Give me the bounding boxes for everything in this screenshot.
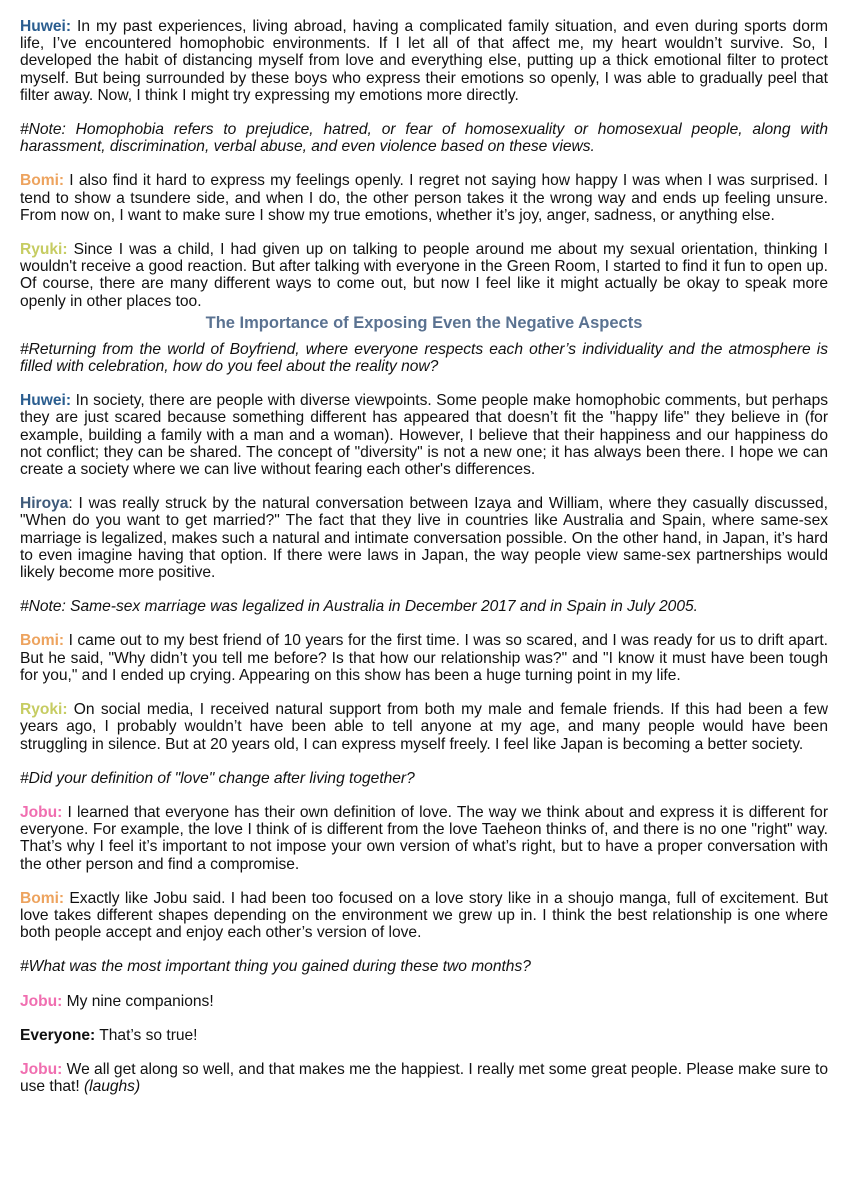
dialogue-text: Exactly like Jobu said. I had been too focused on a love story like in a shoujo manga, full of excitement. But love takes different shapes depending on the environment we grew up in. I think the best relationship is one where both people accept and enjoy each other’s version of love. bbox=[20, 889, 828, 942]
editor-note: #Did your definition of "love" change after living together? bbox=[20, 769, 415, 787]
dialogue-text: On social media, I received natural support from both my male and female friends. If this had been a few years ago, I probably wouldn’t have been able to tell anyone at my age, and many people would have been struggling in silence. But at 20 years old, I can express myself freely. I feel like Japan is becoming a better society. bbox=[20, 701, 828, 753]
dialogue-text: In my past experiences, living abroad, having a complicated family situation, and even during sports dorm life, I’ve encountered homophobic environments. If I let all of that affect me, my heart wouldn’t survive. So, I developed the habit of distancing myself from love and everything else, putting up a thick emotional filter to protect myself. But being surrounded by these boys who express their emotions so openly, I was able to gradually peel that filter away. Now, I think I might try expressing my emotions more directly. bbox=[20, 18, 828, 104]
dialogue-paragraph bbox=[20, 1061, 828, 1095]
speaker-name: Huwei: bbox=[20, 392, 71, 410]
speaker-name: Everyone: bbox=[20, 1026, 96, 1044]
dialogue-text: I learned that everyone has their own definition of love. The way we think about and express it is different for everyone. For example, the love I think of is different from the love Taeheon thinks of, and there is no one "right" way. That’s why I feel it’s important to not impose your own version of what’s right, but to have a proper conversation with the other person and find a compromise. bbox=[20, 803, 828, 873]
dialogue-paragraph bbox=[20, 993, 828, 1010]
dialogue-paragraph bbox=[20, 495, 828, 581]
dialogue-paragraph bbox=[20, 1027, 828, 1044]
speaker-name: Jobu: bbox=[20, 992, 63, 1010]
dialogue-paragraph bbox=[20, 18, 828, 104]
editor-note: #What was the most important thing you gained during these two months? bbox=[20, 958, 531, 976]
dialogue-paragraph bbox=[20, 241, 828, 310]
speaker-name: Bomi: bbox=[20, 632, 65, 650]
dialogue-paragraph bbox=[20, 632, 828, 684]
dialogue-text: I also find it hard to express my feelings openly. I regret not saying how happy I was when I was surprised. I tend to show a tsundere side, and when I do, the other person takes it the wrong way and ends up feeling unsure. From now on, I want to make sure I show my true emotions, whether it’s joy, anger, sadness, or anything else. bbox=[20, 172, 828, 224]
dialogue-text: That’s so true! bbox=[95, 1026, 198, 1044]
dialogue-paragraph bbox=[20, 172, 828, 224]
editor-note: #Note: Same-sex marriage was legalized in Australia in December 2017 and in Spain in July 2005. bbox=[20, 598, 698, 616]
speaker-name: Jobu: bbox=[20, 803, 63, 821]
speaker-name: Hiroya bbox=[20, 495, 69, 513]
dialogue-text: : I was really struck by the natural conversation between Izaya and William, where they casually discussed, "When do you want to get married?" The fact that they live in countries like Australia and Spain, where same-sex marriage is legalized, makes such a natural and intimate conversation possible. On the other hand, in Japan, it’s hard to even imagine having that option. If there were laws in Japan, the way people view same-sex partnerships would likely become more positive. bbox=[20, 495, 828, 582]
dialogue-paragraph bbox=[20, 392, 828, 478]
dialogue-text: I came out to my best friend of 10 years for the first time. I was so scared, and I was ready for us to drift apart. But he said, "Why didn’t you tell me before? Is that how our relationship was?" and "I know it must have been tough for you," and I ended up crying. Appearing on this show has been a huge turning point in my life. bbox=[20, 632, 828, 684]
dialogue-paragraph bbox=[20, 890, 828, 942]
dialogue-paragraph bbox=[20, 701, 828, 753]
speaker-name: Bomi: bbox=[20, 889, 65, 907]
editor-note: #Note: Homophobia refers to prejudice, hatred, or fear of homosexuality or homosexual people, along with harassment, discrimination, verbal abuse, and even violence based on these views. bbox=[20, 121, 828, 156]
speaker-name: Huwei: bbox=[20, 18, 71, 35]
dialogue-text: My nine companions! bbox=[62, 992, 214, 1010]
section-heading: The Importance of Exposing Even the Negative Aspects bbox=[205, 313, 643, 332]
editor-note: #Returning from the world of Boyfriend, where everyone respects each other’s individuality and the atmosphere is filled with celebration, how do you feel about the reality now? bbox=[20, 340, 828, 376]
article-body bbox=[20, 18, 828, 1112]
dialogue-text: In society, there are people with diverse viewpoints. Some people make homophobic comments, but perhaps they are just scared because something different has appeared that doesn’t fit the "happy life" they believe in (for example, building a family with a man and a woman). However, I believe that their happiness and our happiness do not conflict; they can be shared. The concept of "diversity" is not a new one; it has always been there. I hope we can create a society where we can live without fearing each other's differences. bbox=[20, 392, 828, 479]
stage-direction: (laughs) bbox=[83, 1078, 141, 1096]
dialogue-text: We all get along so well, and that makes me the happiest. I really met some great people. Please make sure to use that! bbox=[20, 1060, 828, 1096]
speaker-name: Bomi: bbox=[20, 172, 65, 190]
speaker-name: Jobu: bbox=[20, 1060, 63, 1078]
speaker-name: Ryuki: bbox=[20, 241, 68, 259]
speaker-name: Ryoki: bbox=[20, 701, 68, 719]
dialogue-paragraph bbox=[20, 804, 828, 873]
dialogue-text: Since I was a child, I had given up on talking to people around me about my sexual orientation, thinking I wouldn't receive a good reaction. But after talking with everyone in the Green Room, I started to find it fun to open up. Of course, there are many different ways to come out, but now I feel like it might actually be okay to speak more openly in other places too. bbox=[20, 241, 828, 310]
